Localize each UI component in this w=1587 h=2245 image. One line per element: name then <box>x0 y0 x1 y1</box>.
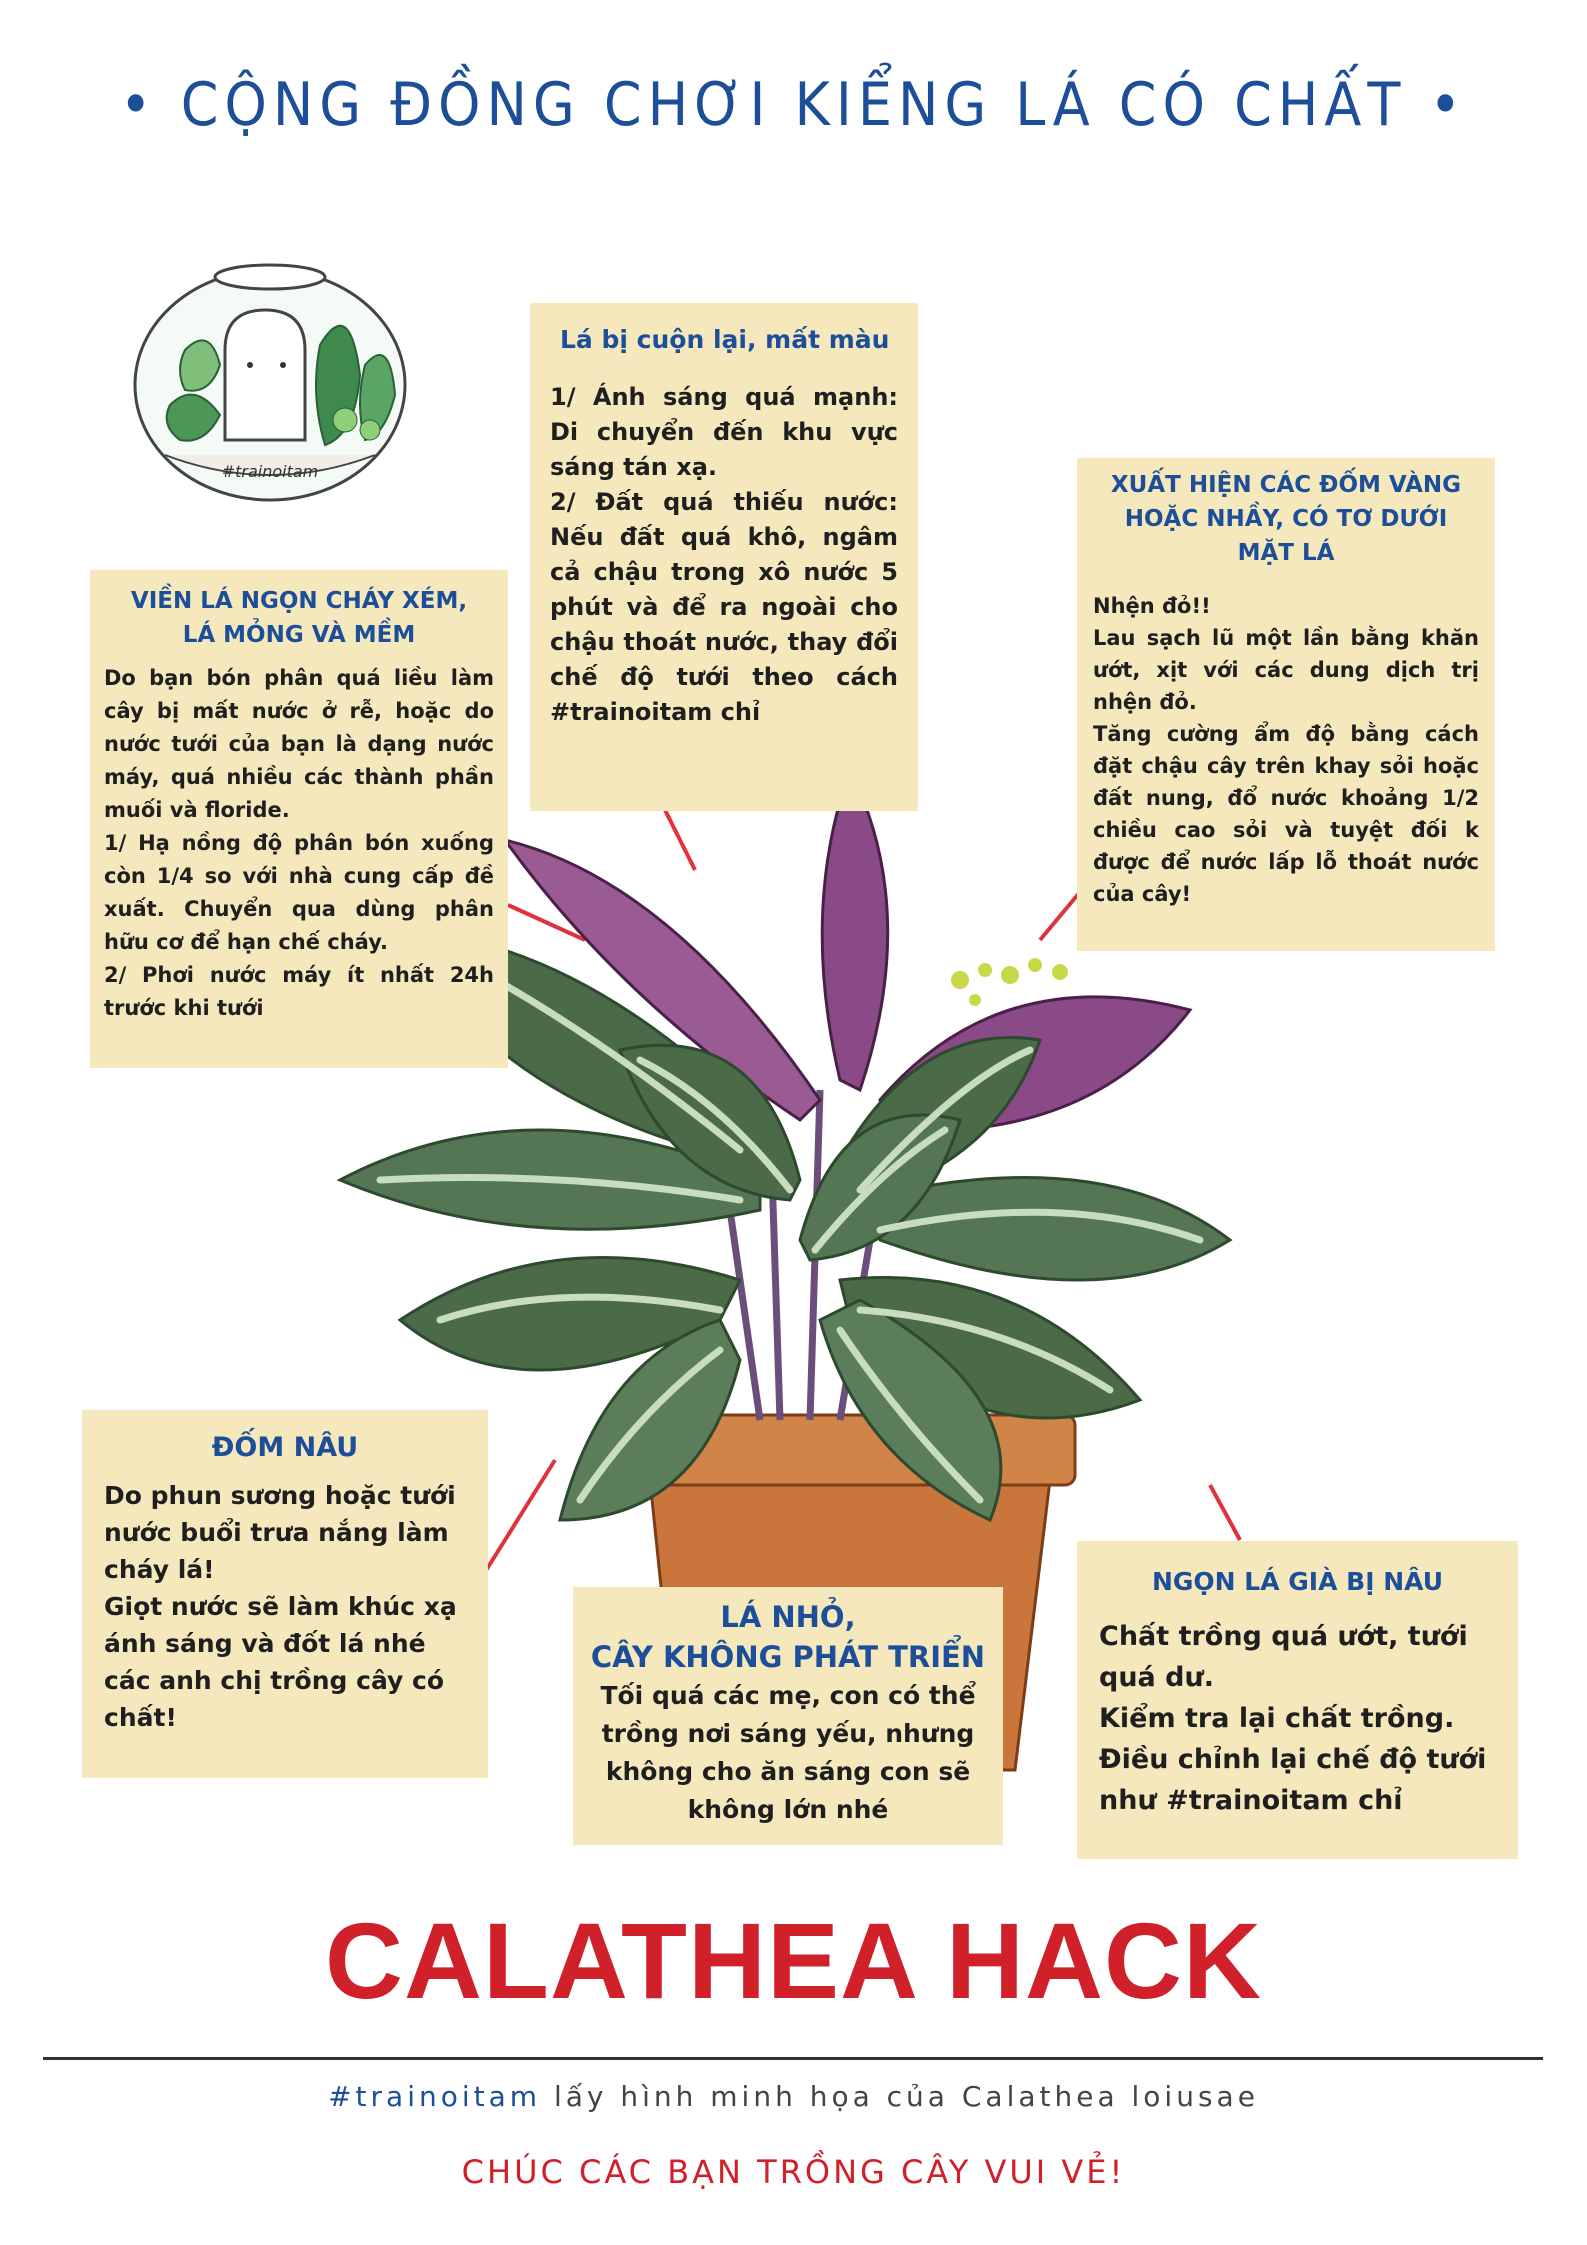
callout-title: NGỌN LÁ GIÀ BỊ NÂU <box>1151 1567 1444 1596</box>
main-title: CALATHEA HACK <box>325 1900 1262 2021</box>
callout-leaf-curl <box>530 303 918 811</box>
logo-text: #trainoitam <box>221 462 319 481</box>
caption-text: lấy hình minh họa của Calathea loiusae <box>541 2080 1259 2113</box>
callout-small-leaves <box>573 1587 1003 1845</box>
callout-body: Chất trồng quá ướt, tưới quá dư. Kiểm tra lại chất trồng. Điều chỉnh lại chế độ tưới như #trainoitam chỉ <box>1099 1621 1487 1816</box>
callout-title: Lá bị cuộn lại, mất màu <box>560 325 890 354</box>
callout-leaf-edge-burn <box>90 570 508 1068</box>
caption-hashtag: #trainoitam <box>328 2080 542 2113</box>
footer-message: CHÚC CÁC BẠN TRỒNG CÂY VUI VẺ! <box>461 2153 1126 2191</box>
caption <box>0 2080 1587 2113</box>
page-header-title: • CỘNG ĐỒNG CHƠI KIỂNG LÁ CÓ CHẤT • <box>119 70 1468 140</box>
callout-title: VIỀN LÁ NGỌN CHÁY XÉM, LÁ MỎNG VÀ MỀM <box>130 588 468 648</box>
callout-title: LÁ NHỎ, CÂY KHÔNG PHÁT TRIỂN <box>590 1600 986 1674</box>
callout-body: Do bạn bón phân quá liều làm cây bị mất nước ở rễ, hoặc do nước tưới của bạn là dạng nước máy, quá nhiều các thành phần muối và floride. 1/ Hạ nồng độ phân bón xuống còn 1/4 so với nhà cung cấp đề xuất. Chuyển qua dùng phân hữu cơ để hạn chế cháy. 2/ Phơi nước máy ít nhất 24h trước khi tưới <box>104 666 494 1020</box>
callout-body: Do phun sương hoặc tưới nước buổi trưa nắng làm cháy lá! Giọt nước sẽ làm khúc xạ ánh sáng và đốt lá nhé các anh chị trồng cây có chất! <box>104 1481 457 1732</box>
callout-title: XUẤT HIỆN CÁC ĐỐM VÀNG HOẶC NHẦY, CÓ TƠ DƯỚI MẶT LÁ <box>1110 472 1462 566</box>
divider <box>43 2057 1543 2060</box>
callout-body: Nhện đỏ!! Lau sạch lũ một lần bằng khăn ướt, xịt với các dung dịch trị nhện đỏ. Tăng cường ẩm độ bằng cách đặt chậu cây trên khay sỏi hoặc đất nung, đổ nước khoảng 1/2 chiều cao sỏi và tuyệt đối k được để nước lấp lỗ thoát nước của cây! <box>1093 594 1479 906</box>
callout-body: 1/ Ánh sáng quá mạnh: Di chuyển đến khu vực sáng tán xạ. 2/ Đất quá thiếu nước: Nếu đất quá khô, ngâm cả chậu trong xô nước 5 phút và để ra ngoài cho chậu thoát nước, thay đổi chế độ tưới theo cách #trainoitam chỉ <box>550 383 898 726</box>
callout-body: Tối quá các mẹ, con có thể trồng nơi sáng yếu, nhưng không cho ăn sáng con sẽ không lớn nhé <box>600 1681 976 1824</box>
callout-title: ĐỐM NÂU <box>211 1432 359 1463</box>
callout-brown-spots <box>82 1410 488 1778</box>
callout-old-leaf-tips <box>1077 1541 1518 1859</box>
callout-yellow-spots <box>1077 458 1495 951</box>
trainoitam-logo <box>125 255 415 510</box>
